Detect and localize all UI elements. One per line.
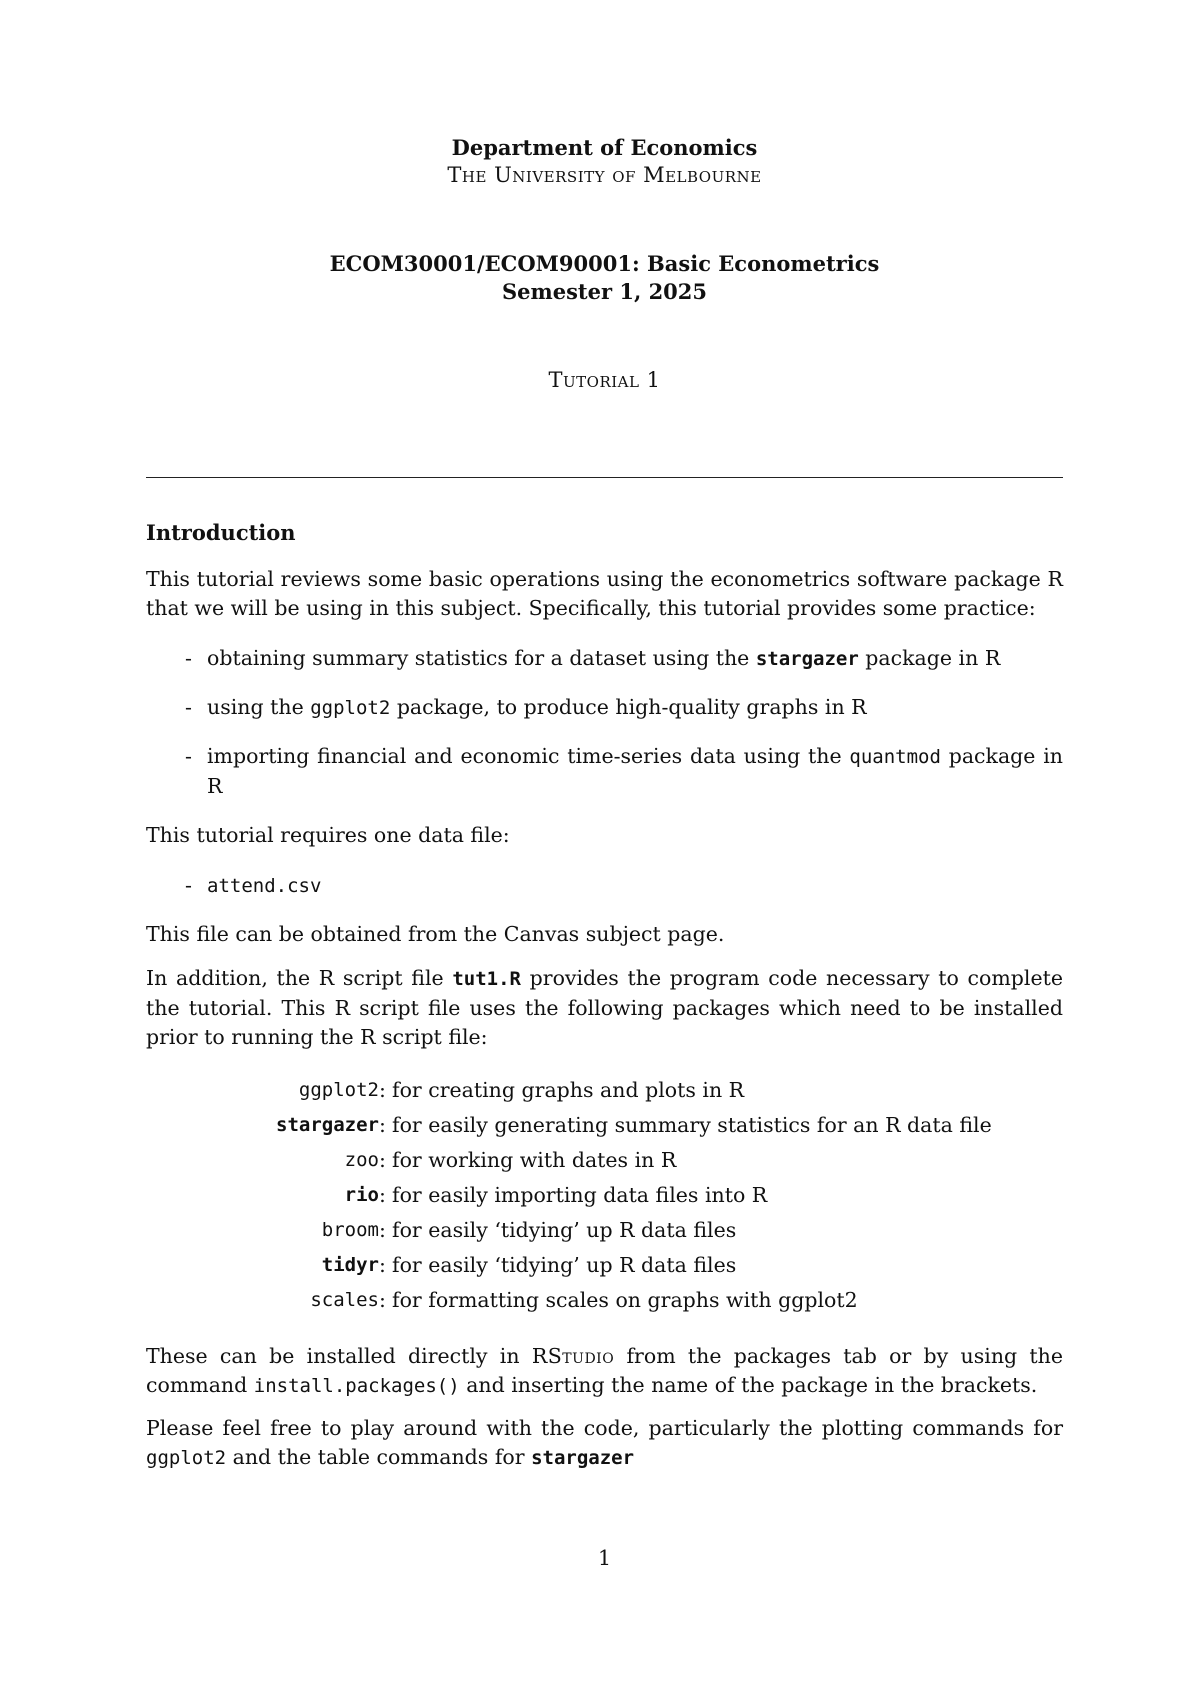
data-file-name: attend.csv [207, 875, 322, 897]
package-name: rio [344, 1184, 379, 1206]
data-file-sentence: This tutorial requires one data file: [146, 823, 510, 847]
package-row: scales : for formatting scales on graphs with ggplot2 [146, 1283, 1063, 1318]
package-row: rio : for easily importing data files into R [146, 1178, 1063, 1213]
package-description: for easily ‘tidying’ up R data files [392, 1218, 737, 1242]
code-stargazer: stargazer [531, 1447, 635, 1469]
code-tut1: tut1.R [452, 968, 521, 990]
package-description: for creating graphs and plots in R [392, 1078, 745, 1102]
bullet-dash: - [185, 695, 192, 719]
rstudio-name: RStudio [531, 1344, 615, 1368]
package-row: broom : for easily ‘tidying’ up R data files [146, 1213, 1063, 1248]
document-page [146, 0, 1063, 1696]
package-row: zoo : for working with dates in R [146, 1143, 1063, 1178]
package-description: for working with dates in R [392, 1148, 677, 1172]
page-number: 1 [597, 1546, 612, 1570]
package-description: for easily generating summary statistics for an R data file [392, 1113, 992, 1137]
tutorial-label: Tutorial 1 [548, 368, 661, 392]
horizontal-rule [146, 477, 1063, 478]
install-paragraph: These can be installed directly in RStudio from the packages tab or by using the command install.packages() and inserting the name of the package in the brackets. [146, 1344, 1063, 1397]
package-description: for formatting scales on graphs with ggplot2 [392, 1288, 858, 1312]
university-name: The University of Melbourne [447, 163, 762, 187]
package-description: for easily ‘tidying’ up R data files [392, 1253, 737, 1277]
package-row: tidyr : for easily ‘tidying’ up R data files [146, 1248, 1063, 1283]
code-install-packages: install.packages() [253, 1375, 460, 1397]
code-stargazer: stargazer [755, 648, 859, 670]
package-name: ggplot2 [298, 1079, 379, 1101]
bullet-item: - importing financial and economic time-series data using the quantmod package in R [185, 744, 1063, 798]
bullet-item [185, 871, 1063, 901]
package-name: tidyr [321, 1254, 379, 1276]
bullet-item: - using the ggplot2 package, to produce high-quality graphs in R [185, 693, 1063, 723]
section-heading: Introduction [146, 520, 296, 545]
package-name: zoo [344, 1149, 379, 1171]
intro-paragraph: This tutorial reviews some basic operations using the econometrics software package R that we will be using in this subject. Specifically, this tutorial provides some practice: [146, 567, 1063, 620]
code-quantmod: quantmod [849, 746, 941, 768]
bullet-dash: - [185, 744, 192, 768]
bullet-dash: - [185, 646, 192, 670]
department-title: Department of Economics [451, 135, 758, 160]
code-ggplot2: ggplot2 [146, 1447, 227, 1469]
bullet-item: - obtaining summary statistics for a dataset using the stargazer package in R [185, 644, 1063, 674]
package-row: stargazer : for easily generating summary statistics for an R data file [146, 1108, 1063, 1143]
bullet-dash: - [185, 873, 192, 897]
semester-label: Semester 1, 2025 [501, 279, 708, 304]
code-ggplot2: ggplot2 [310, 697, 391, 719]
package-name: broom [321, 1219, 379, 1241]
package-row: ggplot2 : for creating graphs and plots in R [146, 1073, 1063, 1108]
package-name: scales [310, 1289, 379, 1311]
package-description: for easily importing data files into R [392, 1183, 768, 1207]
course-title: ECOM30001/ECOM90001: Basic Econometrics [329, 251, 880, 276]
canvas-sentence: This file can be obtained from the Canvas subject page. [146, 922, 725, 946]
package-name: stargazer [276, 1114, 379, 1136]
script-paragraph: In addition, the R script file tut1.R provides the program code necessary to complete the tutorial. This R script file uses the following packages which need to be installed prior to running the R script file: [146, 966, 1063, 1049]
play-paragraph: Please feel free to play around with the code, particularly the plotting commands for ggplot2 and the table commands for stargazer [146, 1416, 1063, 1469]
